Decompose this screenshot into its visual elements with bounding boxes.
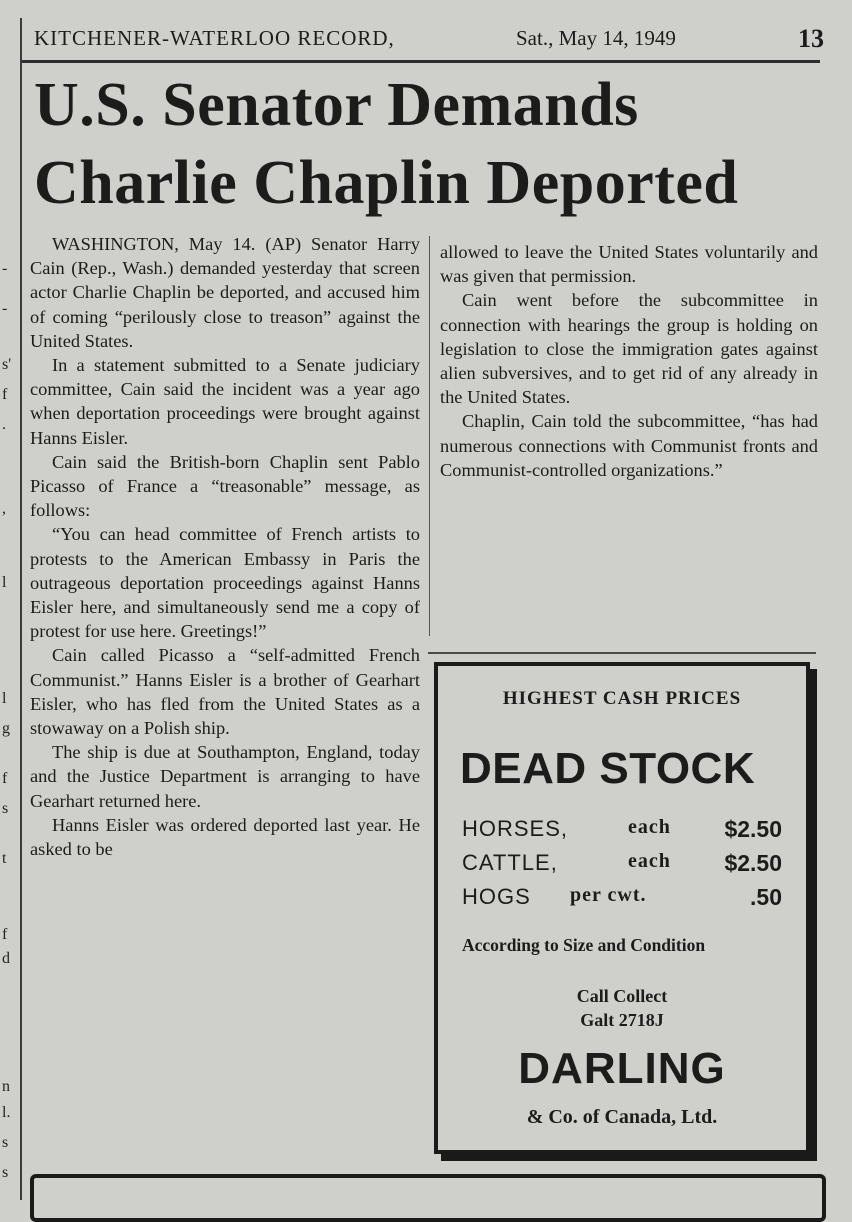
paper-name: KITCHENER-WATERLOO RECORD,	[34, 26, 395, 50]
headline-line-2: Charlie Chaplin Deported	[34, 149, 739, 217]
unit-label: each	[628, 816, 671, 838]
issue-date: Sat., May 14, 1949	[516, 26, 676, 50]
newspaper-page: - - s' f . , l l g f s t f d n l. s s KITCHENER-WATERLOO RECORD, Sat., May 14, 1949 13 U.S. Senator Demands Charlie Chaplin Deported WASHINGTON, May 14. (AP) Senator Harry Cain (Rep., Wash.) demanded yesterday that screen actor Charlie Chaplin be deported, and accused him of coming “perilously close to treason” against the United States. In a statement submitted to a Senate judiciary committee, Cain said the incident was a year ago when deportation proceedings were brought against Hanns Eisler. Cain said the British-born Chaplin sent Pablo Picasso of France a “treasonable” message, as follows: “You can head committee of French artists to protests to the American Embassy in Paris the outrageous deportation proceedings against Hanns Eisler here, and simultaneously send me a copy of protest for use here. Greetings!” Cain called Picasso a “self-admitted French Communist.” Hanns Eisler is a brother of Gearhart Eisler, who has fled from the United States as a stowaway on a Polish ship. The ship is due at Southampton, England, today and the Justice Department is arranging to have Gearhart returned here. Hanns Eisler was ordered deported last year. He asked to be allowed to leave the United States voluntarily and was given that permission. Cain went before the subcommittee in connection with hearings the group is holding on legislation to close the immigration gates against alien subversives, and to get rid of any already in the United States. Chaplin, Cain told the subcommittee, “has had numerous connections with Communist fronts and Communist-controlled organizations.” HIGHEST CASH PRICES DEAD STOCK HORSES, each $2.50 CATTLE, each $2.50 HOGS per cwt. .50 According to Size and Condition Call Collect Galt 2718J DARLING & Co. of Canada, Ltd.	[0, 0, 852, 1200]
article-paragraph: WASHINGTON, May 14. (AP) Senator Harry Cain (Rep., Wash.) demanded yesterday that screen actor Charlie Chaplin be deported, and accused him of coming “perilously close to treason” against the United States.	[30, 234, 420, 351]
article-paragraph: allowed to leave the United States voluntarily and was given that permission.	[440, 242, 818, 287]
ad-separator-rule	[428, 652, 816, 654]
article-paragraph: The ship is due at Southampton, England, today and the Justice Department is arranging to have Gearhart returned here.	[30, 742, 420, 811]
animal-label: HOGS	[462, 884, 531, 909]
call-collect-text: Call Collect	[576, 986, 668, 1006]
masthead	[34, 24, 824, 52]
price-row-hogs	[462, 884, 782, 916]
article-paragraph: Cain went before the subcommittee in connection with hearings the group is holding on legislation to close the immigration gates against alien subversives, and to get rid of any already in the United States.	[440, 290, 818, 408]
phone-number: Galt 2718J	[580, 1010, 664, 1030]
ad-title: DEAD STOCK	[460, 744, 756, 793]
ad-call-block	[438, 984, 806, 1032]
left-column-rule	[20, 18, 22, 1200]
unit-label: per cwt.	[570, 884, 647, 906]
headline-line-1: U.S. Senator Demands	[34, 71, 639, 139]
headline	[34, 66, 824, 222]
price-row-cattle	[462, 850, 782, 882]
animal-label: HORSES,	[462, 816, 569, 841]
article-paragraph: In a statement submitted to a Senate judiciary committee, Cain said the incident was a year ago when deportation proceedings were brought against Hanns Eisler.	[30, 355, 420, 448]
article-column-left	[30, 232, 420, 861]
masthead-rule	[22, 60, 820, 63]
price-row-horses	[462, 816, 782, 848]
article-paragraph: “You can head committee of French artists to protests to the American Embassy in Paris the outrageous deportation proceedings against Hanns Eisler here, and simultaneously send me a copy of protest for use here. Greetings!”	[30, 524, 420, 642]
dead-stock-advertisement	[434, 662, 810, 1154]
next-ad-border	[30, 1174, 826, 1222]
ad-condition: According to Size and Condition	[462, 935, 706, 955]
article-paragraph: Chaplin, Cain told the subcommittee, “has had numerous connections with Communist fronts and Communist-controlled organizations.”	[440, 411, 818, 480]
article-paragraph: Cain called Picasso a “self-admitted French Communist.” Hanns Eisler is a brother of Gearhart Eisler, who has fled from the United States as a stowaway on a Polish ship.	[30, 645, 420, 739]
article-column-right	[440, 240, 818, 482]
unit-label: each	[628, 850, 671, 872]
animal-label: CATTLE,	[462, 850, 558, 875]
ad-top-line: HIGHEST CASH PRICES	[502, 688, 742, 709]
column-divider	[429, 236, 430, 636]
company-name: DARLING	[518, 1044, 726, 1093]
price-value: .50	[750, 884, 782, 910]
price-value: $2.50	[724, 850, 782, 876]
article-paragraph: Cain said the British-born Chaplin sent Pablo Picasso of France a “treasonable” message, as follows:	[30, 451, 420, 521]
company-subtitle: & Co. of Canada, Ltd.	[526, 1106, 718, 1128]
page-number: 13	[798, 24, 824, 53]
price-value: $2.50	[724, 816, 782, 842]
article-paragraph: Hanns Eisler was ordered deported last year. He asked to be	[30, 814, 420, 860]
